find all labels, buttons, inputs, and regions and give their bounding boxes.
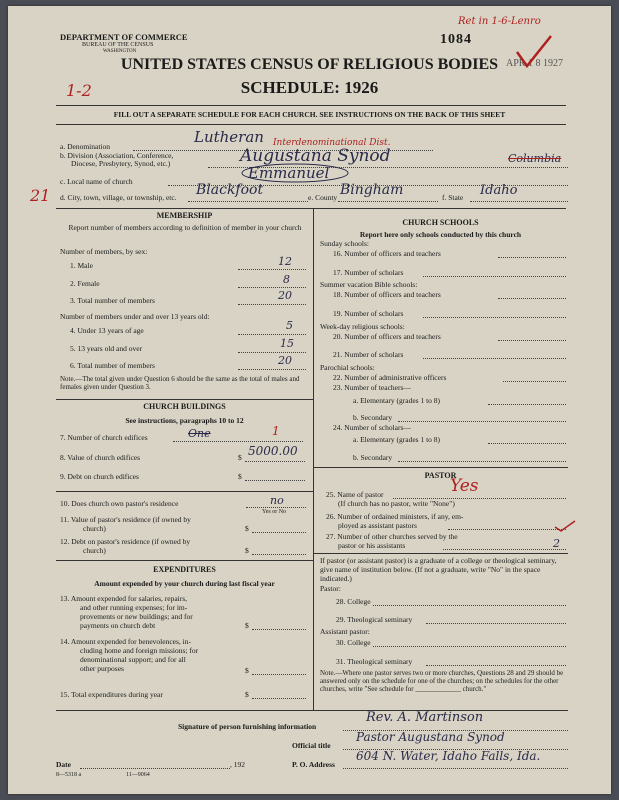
- q24a-label: a. Elementary (grades 1 to 8): [353, 435, 441, 444]
- q14-line-1: 14. Amount expended for benevolences, in-: [60, 637, 192, 646]
- department-label: DEPARTMENT OF COMMERCE: [60, 32, 188, 42]
- q8-value: 5000.00: [248, 444, 298, 458]
- q27-line-2: pastor or his assistants: [338, 541, 406, 550]
- q13-line-1: 13. Amount expended for salaries, repairs,: [60, 594, 188, 603]
- margin-mark: 21: [30, 186, 51, 205]
- q9-dollar: $: [238, 472, 242, 481]
- city-label: WASHINGTON: [103, 49, 137, 54]
- q11-dollar: $: [245, 524, 249, 533]
- q14-line-2: cluding home and foreign missions; for: [80, 646, 199, 655]
- date-label: Date: [56, 760, 71, 769]
- q21-label: 21. Number of scholars: [333, 350, 404, 359]
- q30-label: 30. College: [336, 638, 371, 647]
- graduate-note: If pastor (or assistant pastor) is a graduate of a college or theological seminary, give name of institution below. (If not a graduate, write "No" in the space indicated.): [320, 556, 557, 583]
- q6-value: 20: [278, 354, 292, 367]
- under-over-label: Number of members under and over 13 years old:: [60, 312, 210, 321]
- county-label: e. County: [308, 193, 338, 202]
- yes-no-hint: Yes or No: [262, 509, 287, 515]
- left-handwritten-mark: 1-2: [66, 81, 92, 100]
- denomination-label: a. Denomination: [60, 142, 110, 151]
- q7-label: 7. Number of church edifices: [60, 433, 148, 442]
- division-label-2: Diocese, Presbytery, Synod, etc.): [71, 159, 171, 168]
- q7-correction: 1: [272, 424, 280, 438]
- q4-value: 5: [286, 319, 293, 332]
- membership-subtitle: Report number of members according to definition of member in your church: [68, 223, 302, 232]
- form-title: UNITED STATES CENSUS OF RELIGIOUS BODIES: [120, 56, 499, 73]
- q4-label: 4. Under 13 years of age: [70, 326, 144, 335]
- buildings-subtitle: See instructions, paragraphs 10 to 12: [125, 416, 244, 425]
- q2-value: 8: [283, 273, 290, 286]
- schools-subtitle: Report here only schools conducted by this church: [359, 230, 522, 239]
- pastor-sub-label: Pastor:: [320, 584, 341, 593]
- q26-line-2: ployed as assistant pastors: [338, 521, 417, 530]
- q3-value: 20: [278, 289, 292, 302]
- q17-label: 17. Number of scholars: [333, 268, 404, 277]
- q10-value: no: [270, 494, 284, 507]
- expenditures-title: EXPENDITURES: [153, 565, 216, 574]
- q11-label-1: 11. Value of pastor's residence (if owned by: [60, 515, 191, 524]
- q1-label: 1. Male: [70, 261, 93, 270]
- city-value: Blackfoot: [196, 182, 264, 198]
- q28-label: 28. College: [336, 597, 371, 606]
- q7-value: One: [188, 427, 211, 440]
- q3-label: 3. Total number of members: [70, 296, 155, 305]
- schedule-title: SCHEDULE: 1926: [240, 78, 379, 97]
- q29-label: 29. Theological seminary: [336, 615, 413, 624]
- assistant-sub-label: Assistant pastor:: [320, 627, 370, 636]
- q13-line-3: provements or new buildings; and for: [80, 612, 193, 621]
- q27-check-icon: [553, 519, 577, 533]
- q1-value: 12: [278, 255, 292, 268]
- signature-label: Signature of person furnishing information: [178, 722, 317, 731]
- q5-value: 15: [280, 337, 294, 350]
- q13-line-4: payments on church debt: [80, 621, 156, 630]
- schools-title: CHURCH SCHOOLS: [402, 218, 479, 227]
- q25-note: (If church has no pastor, write "None"): [338, 499, 455, 508]
- q15-label: 15. Total expenditures during year: [60, 690, 163, 699]
- q8-dollar: $: [238, 453, 242, 462]
- by-sex-label: Number of members, by sex:: [60, 247, 148, 256]
- address-label: P. O. Address: [292, 760, 335, 769]
- division-value: Augustana Synod: [240, 146, 391, 166]
- q11-label-2: church): [83, 524, 106, 533]
- state-value: Idaho: [480, 183, 518, 198]
- official-title-value: Pastor Augustana Synod: [356, 730, 505, 744]
- q8-label: 8. Value of church edifices: [60, 453, 141, 462]
- q19-label: 19. Number of scholars: [333, 309, 404, 318]
- denomination-value: Lutheran: [194, 128, 264, 146]
- q6-label: 6. Total number of members: [70, 361, 155, 370]
- parochial-label: Parochial schools:: [320, 363, 375, 372]
- q27-value: 2: [553, 537, 560, 550]
- q22-label: 22. Number of administrative officers: [333, 373, 447, 382]
- q10-label: 10. Does church own pastor's residence: [60, 499, 179, 508]
- q15-dollar: $: [245, 690, 249, 699]
- expenditures-subtitle: Amount expended by your church during last fiscal year: [94, 579, 275, 588]
- q23a-label: a. Elementary (grades 1 to 8): [353, 396, 441, 405]
- county-value: Bingham: [340, 182, 404, 198]
- q24-label: 24. Number of scholars—: [333, 423, 411, 432]
- official-title-label: Official title: [292, 741, 331, 750]
- bureau-label: BUREAU OF THE CENSUS: [82, 42, 154, 48]
- q14-line-3: denominational support; and for all: [80, 655, 186, 664]
- sunday-label: Sunday schools:: [320, 239, 369, 248]
- q18-label: 18. Number of officers and teachers: [333, 290, 441, 299]
- q2-label: 2. Female: [70, 279, 100, 288]
- membership-note: Note.—The total given under Question 6 should be the same as the total of males and females given under Question 3.: [60, 375, 300, 391]
- q25-value: Yes: [450, 476, 479, 496]
- division-label-1: b. Division (Association, Conference,: [60, 151, 174, 160]
- q31-label: 31. Theological seminary: [336, 657, 413, 666]
- pastor-note: Note.—Where one pastor serves two or more churches, Questions 28 and 29 should be answered only on the schedule for one of the churches; on the schedules for the other churches, write "See schedule for _____________ church.": [320, 669, 564, 693]
- membership-title: MEMBERSHIP: [156, 211, 213, 220]
- q14-dollar: $: [245, 666, 249, 675]
- schedule-number: 1084: [440, 32, 472, 47]
- city-label-field: d. City, town, village, or township, etc.: [60, 193, 177, 202]
- church-name-circle: [240, 163, 350, 183]
- q5-label: 5. 13 years old and over: [70, 344, 143, 353]
- division-correction: Interdenominational Dist.: [273, 138, 391, 148]
- top-handwritten-note: Ret in 1-6-Lenro: [458, 16, 541, 27]
- received-date-stamp: APR 1 8 1927: [506, 58, 563, 69]
- church-name-value: Emmanuel: [248, 164, 330, 182]
- q24b-label: b. Secondary: [353, 453, 393, 462]
- q12-label-2: church): [83, 546, 106, 555]
- print-number: 11—9064: [126, 772, 150, 778]
- q26-line-1: 26. Number of ordained ministers, if any, em-: [326, 512, 464, 521]
- date-year: , 192: [230, 760, 245, 769]
- q12-label-1: 12. Debt on pastor's residence (if owned by: [60, 537, 191, 546]
- summer-label: Summer vacation Bible schools:: [320, 280, 418, 289]
- instruction-line: FILL OUT A SEPARATE SCHEDULE FOR EACH CHURCH. SEE INSTRUCTIONS ON THE BACK OF THIS SHEET: [113, 110, 506, 119]
- q16-label: 16. Number of officers and teachers: [333, 249, 441, 258]
- q14-line-4: other purposes: [80, 664, 124, 673]
- census-schedule-sheet: [8, 6, 611, 794]
- q27-line-1: 27. Number of other churches served by the: [326, 532, 458, 541]
- address-value: 604 N. Water, Idaho Falls, Ida.: [356, 749, 541, 763]
- q13-dollar: $: [245, 621, 249, 630]
- division-struck-value: Columbia: [508, 152, 562, 165]
- form-number: 8—5318 a: [56, 772, 82, 778]
- buildings-title: CHURCH BUILDINGS: [143, 402, 226, 411]
- q9-label: 9. Debt on church edifices: [60, 472, 139, 481]
- q23b-label: b. Secondary: [353, 413, 393, 422]
- q12-dollar: $: [245, 546, 249, 555]
- q20-label: 20. Number of officers and teachers: [333, 332, 441, 341]
- q13-line-2: and other running expenses; for im-: [80, 603, 188, 612]
- q25-label: 25. Name of pastor: [326, 490, 384, 499]
- weekday-label: Week-day religious schools:: [320, 322, 405, 331]
- signature-value: Rev. A. Martinson: [366, 710, 484, 725]
- q23-label: 23. Number of teachers—: [333, 383, 411, 392]
- pastor-title: PASTOR: [424, 471, 457, 480]
- church-name-label: c. Local name of church: [60, 177, 133, 186]
- state-label: f. State: [442, 193, 464, 202]
